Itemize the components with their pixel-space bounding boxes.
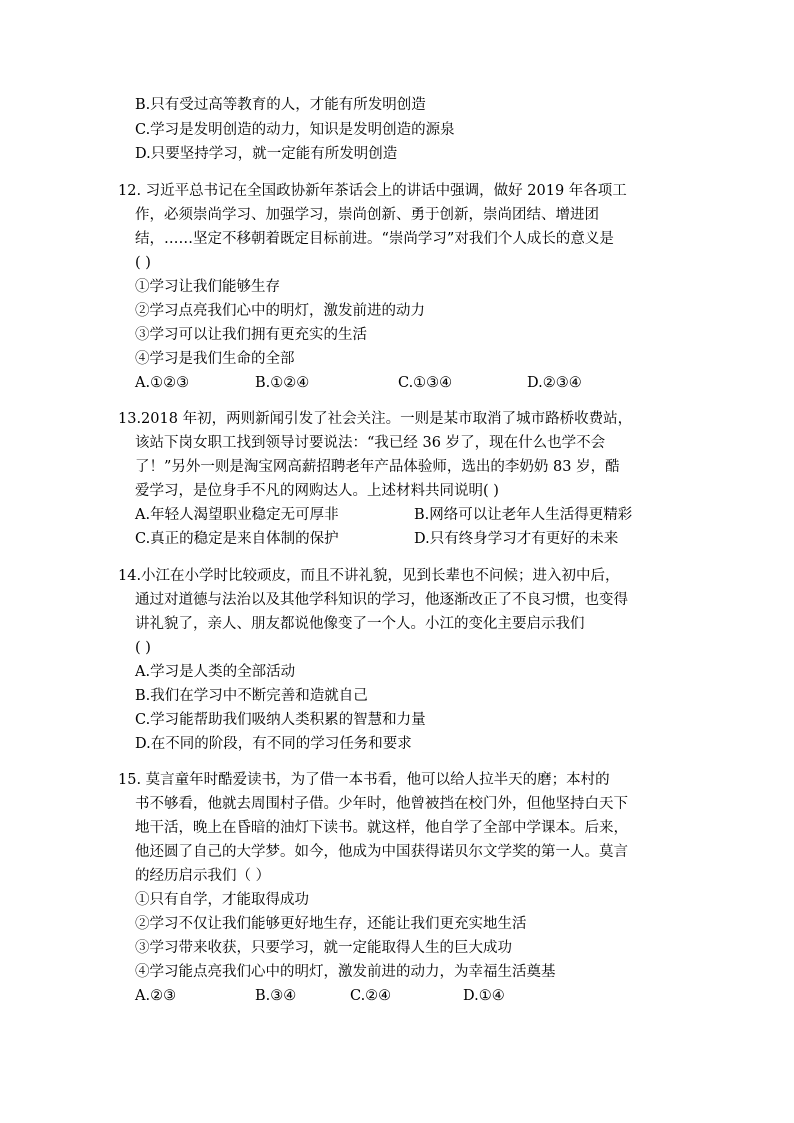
choice-row <box>135 986 735 1006</box>
choice-b: B.网络可以让老年人生活得更精彩 <box>414 507 633 523</box>
choice-c: C.真正的稳定是来自体制的保护 <box>135 531 339 547</box>
question-stem-line: 15. 莫言童年时酷爱读书，为了借一本书看，他可以给人拉半天的磨；本村的 <box>118 772 610 788</box>
choice-b: B.③④ <box>255 988 297 1004</box>
statement-4: ④学习是我们生命的全部 <box>135 351 295 367</box>
question-stem-line: 他还圆了自己的大学梦。如今，他成为中国获得诺贝尔文学奖的第一人。莫言 <box>135 844 628 860</box>
question-stem-line: 13.2018 年初，两则新闻引发了社会关注。一则是某市取消了城市路桥收费站， <box>118 411 633 427</box>
option-c: C.学习是发明创造的动力，知识是发明创造的源泉 <box>135 122 455 138</box>
choice-row <box>135 529 735 549</box>
question-stem-line: 的经历启示我们（ ） <box>135 868 271 884</box>
question-stem-line: 作，必须崇尚学习、加强学习，崇尚创新、勇于创新，崇尚团结、增进团 <box>135 207 599 223</box>
statement-2: ②学习点亮我们心中的明灯，激发前进的动力 <box>135 303 425 319</box>
option-d: D.在不同的阶段，有不同的学习任务和要求 <box>135 736 412 752</box>
choice-a: A.年轻人渴望职业稳定无可厚非 <box>135 507 339 523</box>
question-stem-line: 12. 习近平总书记在全国政协新年茶话会上的讲话中强调，做好 2019 年各项工 <box>118 183 627 199</box>
option-d: D.只要坚持学习，就一定能有所发明创造 <box>135 146 398 162</box>
question-stem-line: 地干活，晚上在昏暗的油灯下读书。就这样，他自学了全部中学课本。后来， <box>135 820 628 836</box>
statement-3: ③学习带来收获，只要学习，就一定能取得人生的巨大成功 <box>135 940 512 956</box>
option-b: B.只有受过高等教育的人，才能有所发明创造 <box>135 97 426 113</box>
statement-1: ①只有自学，才能取得成功 <box>135 892 309 908</box>
answer-blank: ( ) <box>135 255 151 271</box>
question-stem-line: 通过对道德与法治以及其他学科知识的学习，他逐渐改正了不良习惯，也变得 <box>135 592 628 608</box>
choice-row <box>135 373 735 393</box>
question-stem-line: 讲礼貌了，亲人、朋友都说他像变了一个人。小江的变化主要启示我们 <box>135 616 585 632</box>
question-stem-line: 爱学习，是位身手不凡的网购达人。上述材料共同说明( ) <box>135 483 499 499</box>
choice-d: D.②③④ <box>527 375 582 391</box>
statement-2: ②学习不仅让我们能够更好地生存，还能让我们更充实地生活 <box>135 916 527 932</box>
choice-c: C.①③④ <box>398 375 453 391</box>
choice-c: C.②④ <box>350 988 392 1004</box>
question-stem-line: 书不够看，他就去周围村子借。少年时，他曾被挡在校门外，但他坚持白天下 <box>135 796 628 812</box>
question-stem-line: 了！”另外一则是淘宝网高薪招聘老年产品体验师，选出的李奶奶 83 岁，酷 <box>135 459 620 475</box>
statement-3: ③学习可以让我们拥有更充实的生活 <box>135 327 367 343</box>
choice-row <box>135 505 735 525</box>
choice-d: D.只有终身学习才有更好的未来 <box>414 531 619 547</box>
question-stem-line: 该站下岗女职工找到领导讨要说法：“我已经 36 岁了，现在什么也学不会 <box>135 435 606 451</box>
statement-1: ①学习让我们能够生存 <box>135 279 280 295</box>
option-b: B.我们在学习中不断完善和造就自己 <box>135 688 368 704</box>
statement-4: ④学习能点亮我们心中的明灯，激发前进的动力，为幸福生活奠基 <box>135 964 556 980</box>
option-c: C.学习能帮助我们吸纳人类积累的智慧和力量 <box>135 712 426 728</box>
choice-a: A.②③ <box>135 988 177 1004</box>
choice-d: D.①④ <box>463 988 505 1004</box>
choice-b: B.①②④ <box>255 375 310 391</box>
answer-blank: ( ) <box>135 640 151 656</box>
choice-a: A.①②③ <box>135 375 190 391</box>
option-a: A.学习是人类的全部活动 <box>135 664 296 680</box>
question-stem-line: 14.小江在小学时比较顽皮，而且不讲礼貌，见到长辈也不问候；进入初中后， <box>118 568 620 584</box>
question-stem-line: 结，……坚定不移朝着既定目标前进。“崇尚学习”对我们个人成长的意义是 <box>135 231 614 247</box>
